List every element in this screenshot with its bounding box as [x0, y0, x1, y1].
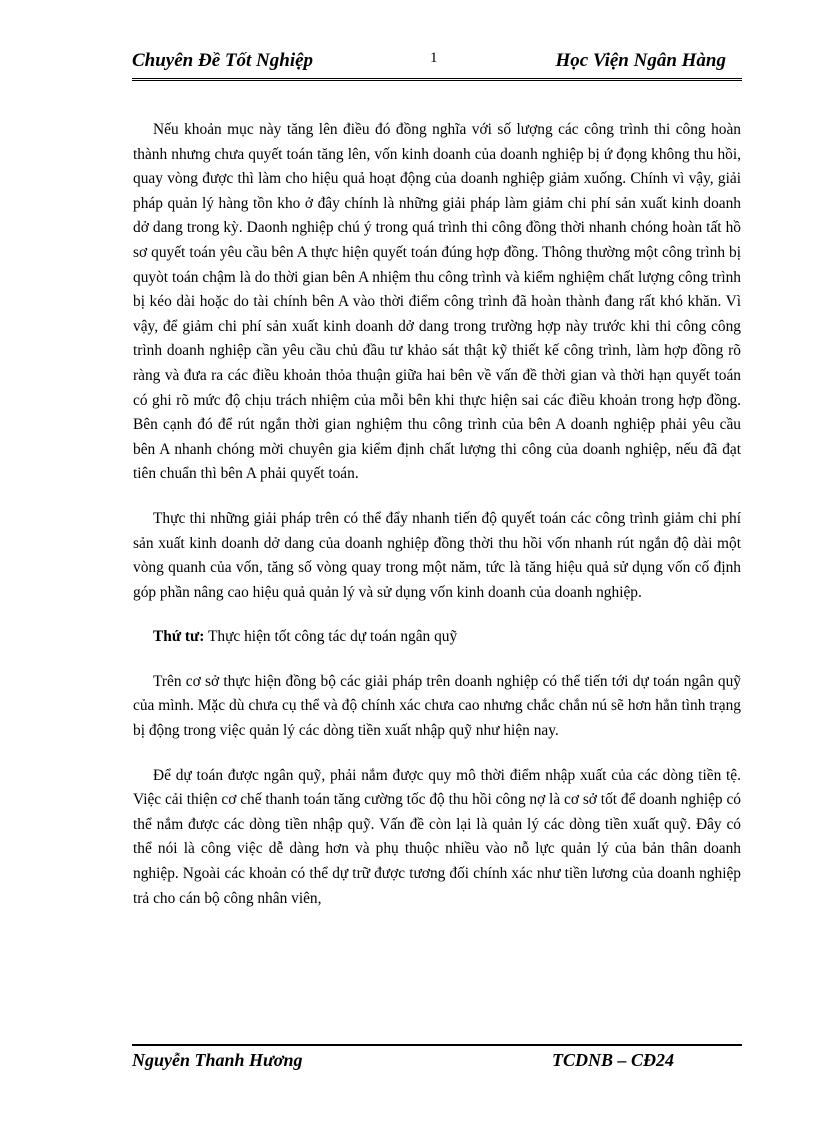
paragraph-3: Trên cơ sở thực hiện đồng bộ các giải pháp trên doanh nghiệp có thể tiến tới dự toán ngân quỹ của mình. Mặc dù chưa cụ thể và độ chính xác chưa cao nhưng chắc chắn nú sẽ hơn hẳn tình trạng bị động trong việc quản lý các dòng tiền xuất nhập quỹ như hiện nay. — [133, 672, 741, 740]
section-heading-text: Thực hiện tốt công tác dự toán ngân quỹ — [204, 628, 458, 646]
paragraph-2: Thực thi những giải pháp trên có thể đẩy nhanh tiến độ quyết toán các công trình giảm chi phí sản xuất kinh doanh dở dang của doanh nghiệp đồng thời thu hồi vốn nhanh rút ngắn độ dài một vòng quanh của vốn, tăng số vòng quay trong một năm, tức là tăng hiệu quả sử dụng vốn cố định góp phần nâng cao hiệu quả quản lý và sử dụng vốn kinh doanh của doanh nghiệp. — [133, 509, 741, 601]
footer-rule — [132, 1044, 742, 1046]
section-heading — [133, 625, 741, 650]
header-rule — [132, 78, 742, 81]
footer-author: Nguyễn Thanh Hương — [132, 1050, 303, 1070]
footer-class-code: TCDNB – CĐ24 — [552, 1050, 675, 1070]
section-heading-label: Thứ tư: — [153, 628, 205, 646]
page-header — [132, 50, 742, 78]
header-institution: Học Viện Ngân Hàng — [555, 50, 726, 71]
body-text — [133, 118, 741, 931]
page-number: 1 — [430, 50, 438, 66]
paragraph-4: Để dự toán được ngân quỹ, phải nắm được quy mô thời điểm nhập xuất của các dòng tiền tệ. Việc cải thiện cơ chế thanh toán tăng cường tốc độ thu hồi công nợ là cơ sở tốt để doanh nghiệp có thể nắm được các dòng tiền nhập quỹ. Vấn đề còn lại là quản lý các dòng tiền xuất quỹ. Đây có thể nói là công việc dễ dàng hơn và phụ thuộc nhiều vào nỗ lực quản lý của bản thân doanh nghiệp. Ngoài các khoản có thể dự trữ được tương đối chính xác như tiền lương của doanh nghiệp trả cho cán bộ công nhân viên, — [133, 766, 741, 907]
page-footer — [132, 1050, 742, 1076]
header-document-title: Chuyên Đề Tốt Nghiệp — [132, 50, 314, 71]
paragraph-1: Nếu khoản mục này tăng lên điều đó đồng nghĩa với số lượng các công trình thi công hoàn thành nhưng chưa quyết toán tăng lên, vốn kinh doanh của doanh nghiệp bị ứ đọng không thu hồi, quay vòng được thì làm cho hiệu quả hoạt động của doanh nghiệp giảm xuống. Chính vì vậy, giải pháp quản lý hàng tồn kho ở đây chính là những giải pháp làm giảm chi phí sản xuất kinh doanh dở dang trong kỳ. Daonh nghiệp chú ý trong quá trình thi công đồng thời nhanh chóng hoàn tất hồ sơ quyết toán yêu cầu bên A thực hiện quyết toán đúng hợp đồng. Thông thường một công trình bị quyòt toán chậm là do thời gian bên A nhiệm thu công trình và kiểm nghiệm chất lượng công trình bị kéo dài hoặc do tài chính bên A vào thời điểm công trình đã hoàn thành đang rất khó khăn. Vì vậy, để giảm chi phí sản xuất kinh doanh dở dang trong trường hợp này trước khi thi công công trình doanh nghiệp cần yêu cầu chủ đầu tư khảo sát thật kỹ thiết kế công trình, làm hợp đồng rõ ràng và đưa ra các điều khoản thỏa thuận giữa hai bên về vấn đề thời gian và thời hạn quyết toán có ghi rõ mức độ chịu trách nhiệm của mỗi bên khi thực hiện sai các điều khoản trong hợp đồng. Bên cạnh đó để rút ngắn thời gian nghiệm thu công trình của bên A doanh nghiệp phải yêu cầu bên A nhanh chóng mời chuyên gia kiểm định chất lượng thi công của doanh nghiệp, nếu đã đạt tiên chuẩn thì bên A phải quyết toán. — [133, 121, 741, 483]
